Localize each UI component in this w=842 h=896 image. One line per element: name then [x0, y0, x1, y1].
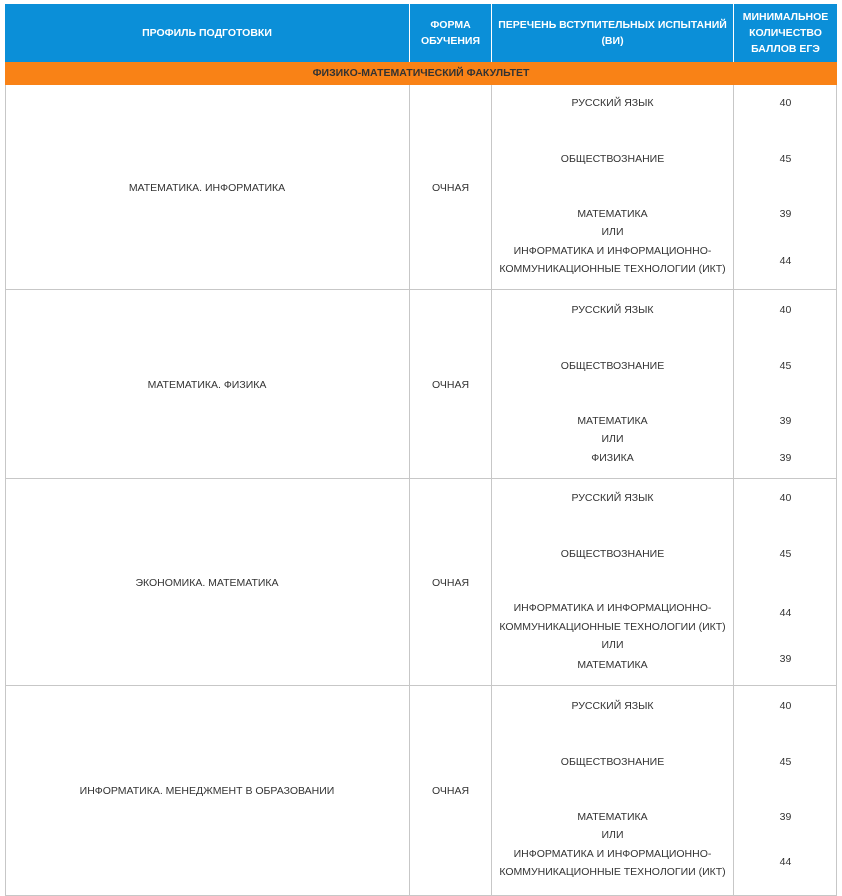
table-header	[5, 4, 837, 62]
score-cell: 40	[779, 304, 792, 316]
header-exams: ПЕРЕЧЕНЬ ВСТУПИТЕЛЬНЫХ ИСПЫТАНИЙ (ВИ)	[498, 19, 727, 47]
score-cell: 39	[779, 415, 792, 427]
exam-line: МАТЕМАТИКА	[577, 659, 648, 671]
score-cell: 39	[779, 811, 792, 823]
exam-line: ИНФОРМАТИКА И ИНФОРМАЦИОННО-	[513, 245, 712, 257]
header-profile: ПРОФИЛЬ ПОДГОТОВКИ	[142, 27, 272, 39]
exam-line: ИЛИ	[601, 829, 624, 841]
form-cell: ОЧНАЯ	[431, 576, 470, 589]
exam-line: КОММУНИКАЦИОННЫЕ ТЕХНОЛОГИИ (ИКТ)	[499, 263, 726, 275]
exam-line: ИЛИ	[601, 639, 624, 651]
score-cell: 39	[779, 208, 792, 220]
exam-line: КОММУНИКАЦИОННЫЕ ТЕХНОЛОГИИ (ИКТ)	[499, 866, 726, 878]
score-cell: 44	[779, 607, 792, 619]
grid-line	[5, 289, 837, 290]
exam-line: МАТЕМАТИКА	[577, 811, 648, 823]
form-cell: ОЧНАЯ	[431, 785, 470, 797]
exam-line: РУССКИЙ ЯЗЫК	[571, 492, 654, 504]
faculty-row: ФИЗИКО-МАТЕМАТИЧЕСКИЙ ФАКУЛЬТЕТ	[5, 62, 837, 85]
score-cell: 40	[779, 700, 792, 712]
score-cell: 39	[779, 452, 792, 464]
exam-line: РУССКИЙ ЯЗЫК	[571, 700, 654, 712]
exam-line: ОБЩЕСТВОЗНАНИЕ	[560, 153, 665, 165]
exam-line: ОБЩЕСТВОЗНАНИЕ	[560, 548, 665, 560]
score-cell: 45	[779, 756, 792, 768]
score-cell: 40	[779, 492, 792, 504]
exam-line: ОБЩЕСТВОЗНАНИЕ	[560, 756, 665, 768]
exam-line: ИЛИ	[601, 226, 624, 238]
profile-cell: ИНФОРМАТИКА. МЕНЕДЖМЕНТ В ОБРАЗОВАНИИ	[79, 785, 335, 797]
exam-line: МАТЕМАТИКА	[577, 415, 648, 427]
exam-line: ОБЩЕСТВОЗНАНИЕ	[560, 360, 665, 372]
profile-cell: ЭКОНОМИКА. МАТЕМАТИКА	[135, 576, 279, 589]
grid-line	[5, 685, 837, 686]
exam-line: РУССКИЙ ЯЗЫК	[571, 304, 654, 316]
profile-cell: МАТЕМАТИКА. ФИЗИКА	[147, 378, 267, 391]
score-cell: 39	[779, 653, 792, 665]
profile-cell: МАТЕМАТИКА. ИНФОРМАТИКА	[128, 181, 286, 194]
form-cell: ОЧНАЯ	[431, 181, 470, 194]
header-form: ФОРМА ОБУЧЕНИЯ	[420, 19, 481, 47]
score-cell: 44	[779, 255, 792, 267]
score-cell: 45	[779, 548, 792, 560]
grid-line	[491, 479, 492, 686]
grid-line	[5, 478, 837, 479]
exam-line: КОММУНИКАЦИОННЫЕ ТЕХНОЛОГИИ (ИКТ)	[499, 621, 726, 633]
exam-line: ИЛИ	[601, 433, 624, 445]
score-cell: 45	[779, 360, 792, 372]
header-min-score: МИНИМАЛЬНОЕ КОЛИЧЕСТВО БАЛЛОВ ЕГЭ	[742, 11, 829, 55]
exam-line: РУССКИЙ ЯЗЫК	[571, 97, 654, 109]
exam-line: ИНФОРМАТИКА И ИНФОРМАЦИОННО-	[513, 848, 712, 860]
exam-line: МАТЕМАТИКА	[577, 208, 648, 220]
score-cell: 45	[779, 153, 792, 165]
form-cell: ОЧНАЯ	[431, 378, 470, 391]
exam-line: ИНФОРМАТИКА И ИНФОРМАЦИОННО-	[513, 602, 712, 614]
score-cell: 44	[779, 856, 792, 868]
exam-line: ФИЗИКА	[591, 452, 634, 464]
score-cell: 40	[779, 97, 792, 109]
